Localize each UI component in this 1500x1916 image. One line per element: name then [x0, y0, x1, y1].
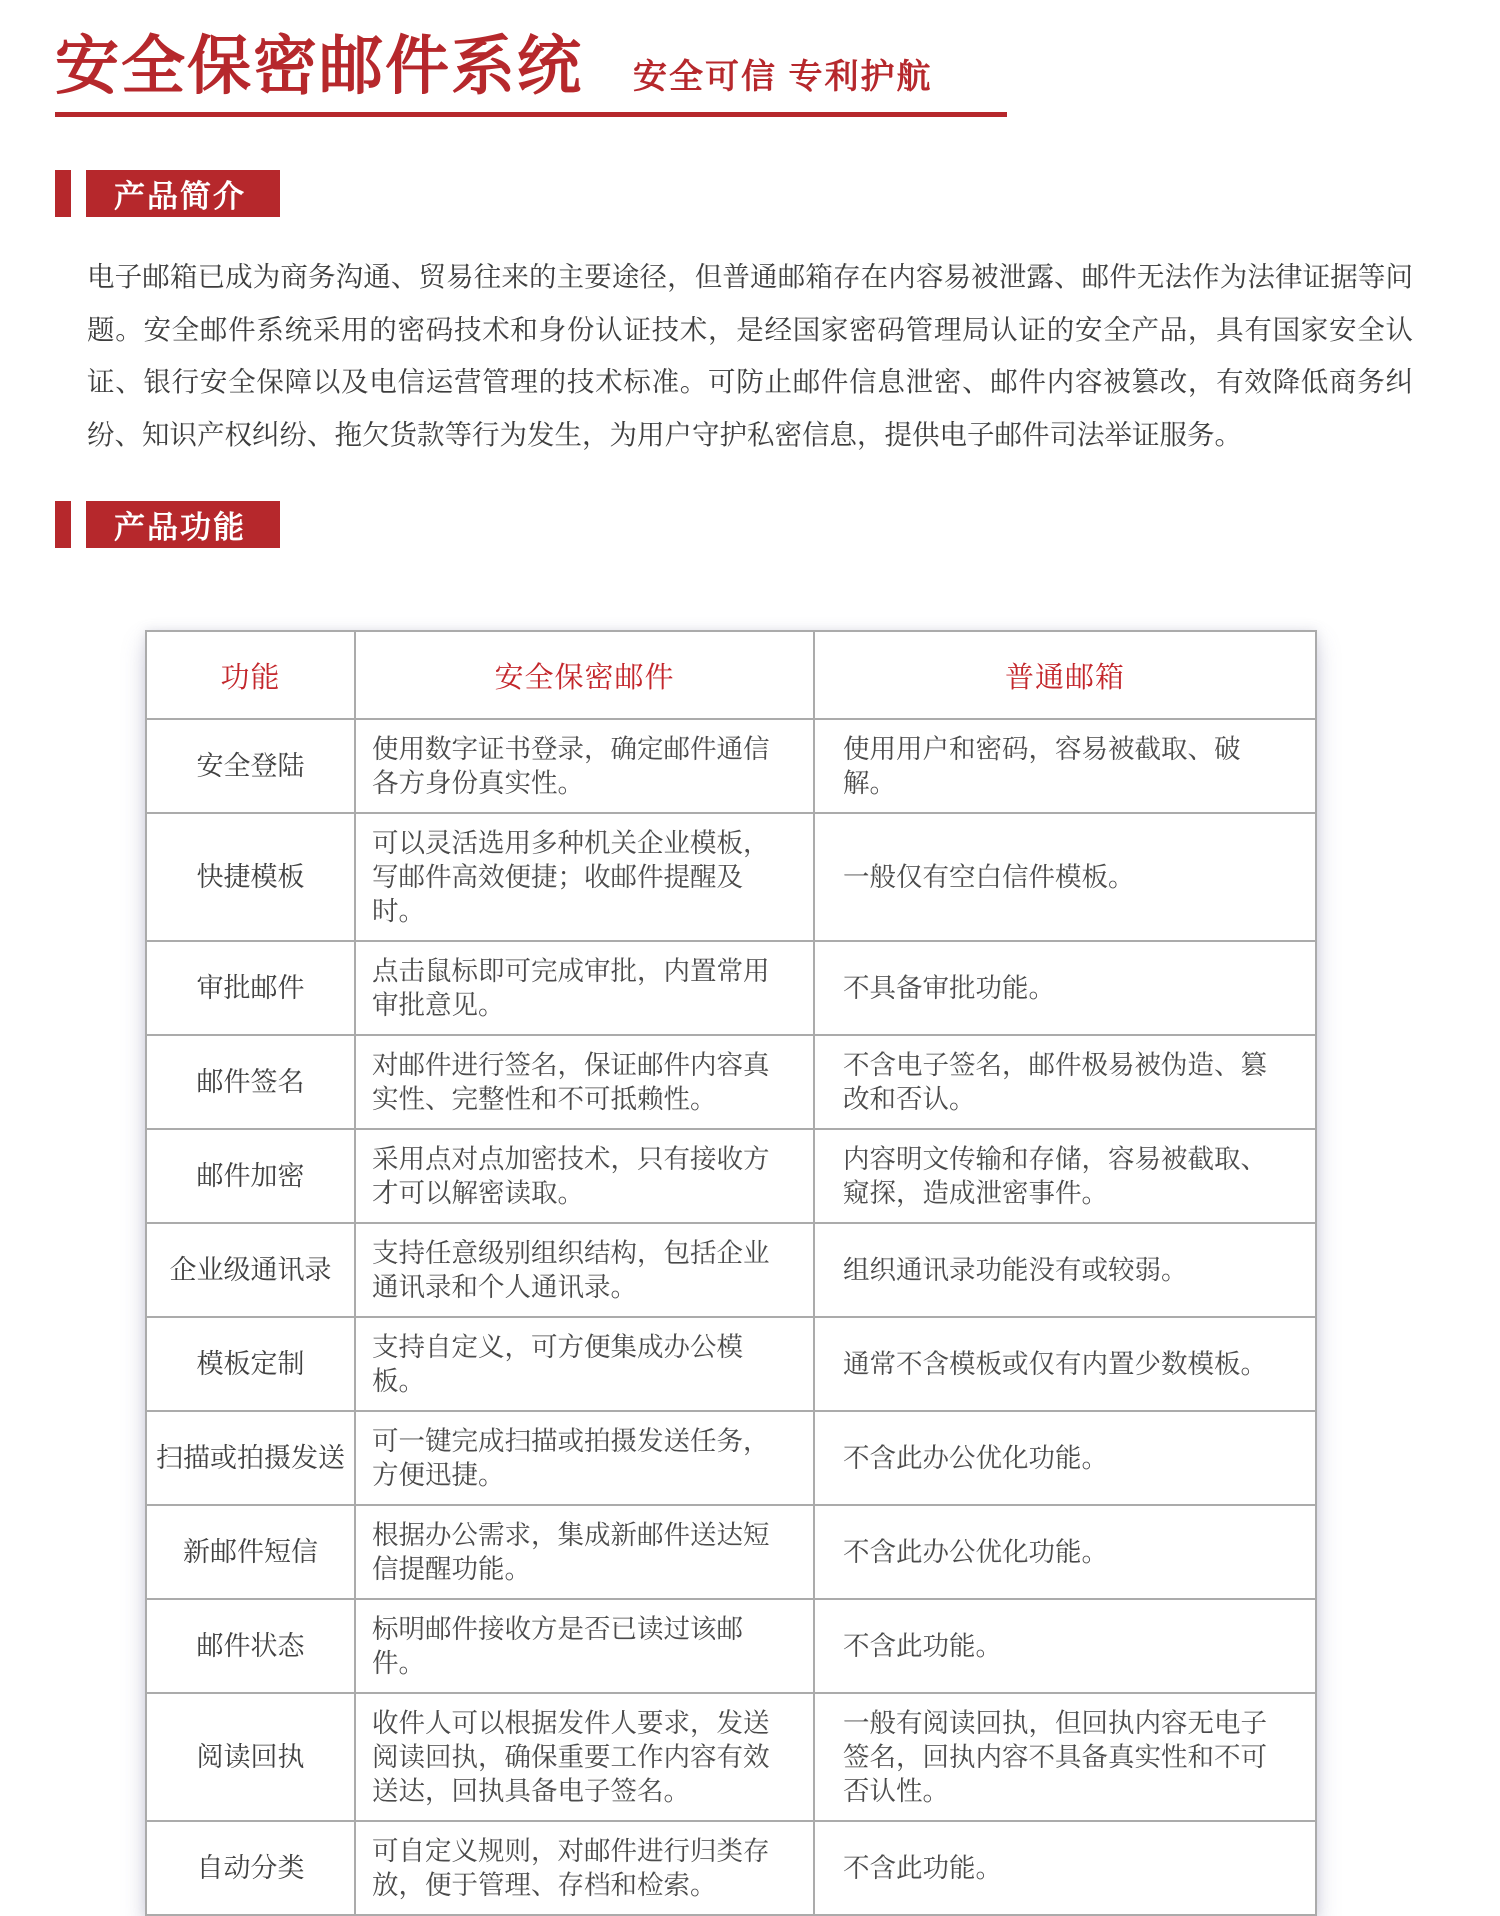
table-row [146, 813, 1316, 941]
secure-mail-cell: 支持自定义，可方便集成办公模板。 [355, 1317, 814, 1411]
secure-mail-cell: 对邮件进行签名，保证邮件内容真实性、完整性和不可抵赖性。 [355, 1035, 814, 1129]
features-section-heading: 产品功能 [86, 501, 280, 548]
regular-mail-cell: 不含此功能。 [814, 1599, 1316, 1693]
regular-mail-cell: 不含电子签名，邮件极易被伪造、篡改和否认。 [814, 1035, 1316, 1129]
feature-name-cell: 邮件签名 [146, 1035, 355, 1129]
intro-section-heading: 产品简介 [86, 170, 280, 217]
table-header-row [146, 631, 1316, 719]
table-row [146, 1411, 1316, 1505]
features-comparison-table [145, 630, 1317, 1916]
secure-mail-cell: 可一键完成扫描或拍摄发送任务，方便迅捷。 [355, 1411, 814, 1505]
banner-accent-bar [55, 501, 71, 548]
table-row [146, 1223, 1316, 1317]
secure-mail-cell: 采用点对点加密技术，只有接收方才可以解密读取。 [355, 1129, 814, 1223]
page-title: 安全保密邮件系统 [55, 30, 583, 102]
regular-mail-cell: 内容明文传输和存储，容易被截取、窥探，造成泄密事件。 [814, 1129, 1316, 1223]
column-header-regular-mail: 普通邮箱 [814, 631, 1316, 719]
title-underline [55, 112, 1007, 117]
regular-mail-cell: 使用用户和密码，容易被截取、破解。 [814, 719, 1316, 813]
table-row [146, 1317, 1316, 1411]
table-row [146, 1035, 1316, 1129]
feature-name-cell: 新邮件短信 [146, 1505, 355, 1599]
secure-mail-cell: 收件人可以根据发件人要求，发送阅读回执，确保重要工作内容有效送达，回执具备电子签名。 [355, 1693, 814, 1821]
secure-mail-cell: 点击鼠标即可完成审批，内置常用审批意见。 [355, 941, 814, 1035]
column-header-secure-mail: 安全保密邮件 [355, 631, 814, 719]
table-row [146, 1129, 1316, 1223]
intro-section [0, 170, 1500, 461]
table-body [146, 719, 1316, 1915]
secure-mail-cell: 可以灵活选用多种机关企业模板，写邮件高效便捷；收邮件提醒及时。 [355, 813, 814, 941]
intro-section-banner [55, 170, 1500, 217]
regular-mail-cell: 一般仅有空白信件模板。 [814, 813, 1316, 941]
table-row [146, 1693, 1316, 1821]
table-row [146, 1821, 1316, 1915]
feature-name-cell: 企业级通讯录 [146, 1223, 355, 1317]
secure-mail-cell: 根据办公需求，集成新邮件送达短信提醒功能。 [355, 1505, 814, 1599]
column-header-feature: 功能 [146, 631, 355, 719]
regular-mail-cell: 不含此办公优化功能。 [814, 1411, 1316, 1505]
secure-mail-cell: 支持任意级别组织结构，包括企业通讯录和个人通讯录。 [355, 1223, 814, 1317]
regular-mail-cell: 一般有阅读回执，但回执内容无电子签名，回执内容不具备真实性和不可否认性。 [814, 1693, 1316, 1821]
secure-mail-cell: 可自定义规则，对邮件进行归类存放，便于管理、存档和检索。 [355, 1821, 814, 1915]
feature-name-cell: 快捷模板 [146, 813, 355, 941]
feature-name-cell: 审批邮件 [146, 941, 355, 1035]
feature-name-cell: 邮件加密 [146, 1129, 355, 1223]
features-section [0, 501, 1500, 1916]
table-row [146, 719, 1316, 813]
table-row [146, 1505, 1316, 1599]
feature-name-cell: 阅读回执 [146, 1693, 355, 1821]
regular-mail-cell: 组织通讯录功能没有或较弱。 [814, 1223, 1316, 1317]
regular-mail-cell: 不含此功能。 [814, 1821, 1316, 1915]
secure-mail-cell: 标明邮件接收方是否已读过该邮件。 [355, 1599, 814, 1693]
page-subtitle: 安全可信 专利护航 [633, 58, 933, 96]
title-row [0, 0, 1500, 106]
feature-name-cell: 模板定制 [146, 1317, 355, 1411]
table-row [146, 941, 1316, 1035]
feature-name-cell: 扫描或拍摄发送 [146, 1411, 355, 1505]
banner-accent-bar [55, 170, 71, 217]
feature-name-cell: 邮件状态 [146, 1599, 355, 1693]
intro-paragraph: 电子邮箱已成为商务沟通、贸易往来的主要途径，但普通邮箱存在内容易被泄露、邮件无法作为法律证据等问题。安全邮件系统采用的密码技术和身份认证技术，是经国家密码管理局认证的安全产品，具有国家安全认证、银行安全保障以及电信运营管理的技术标准。可防止邮件信息泄密、邮件内容被篡改，有效降低商务纠纷、知识产权纠纷、拖欠货款等行为发生，为用户守护私密信息，提供电子邮件司法举证服务。 [87, 261, 1413, 450]
feature-name-cell: 自动分类 [146, 1821, 355, 1915]
feature-name-cell: 安全登陆 [146, 719, 355, 813]
regular-mail-cell: 不含此办公优化功能。 [814, 1505, 1316, 1599]
regular-mail-cell: 通常不含模板或仅有内置少数模板。 [814, 1317, 1316, 1411]
secure-mail-cell: 使用数字证书登录，确定邮件通信各方身份真实性。 [355, 719, 814, 813]
page-header [0, 0, 1500, 117]
features-section-banner [55, 501, 1500, 548]
table-row [146, 1599, 1316, 1693]
table-header [146, 631, 1316, 719]
regular-mail-cell: 不具备审批功能。 [814, 941, 1316, 1035]
